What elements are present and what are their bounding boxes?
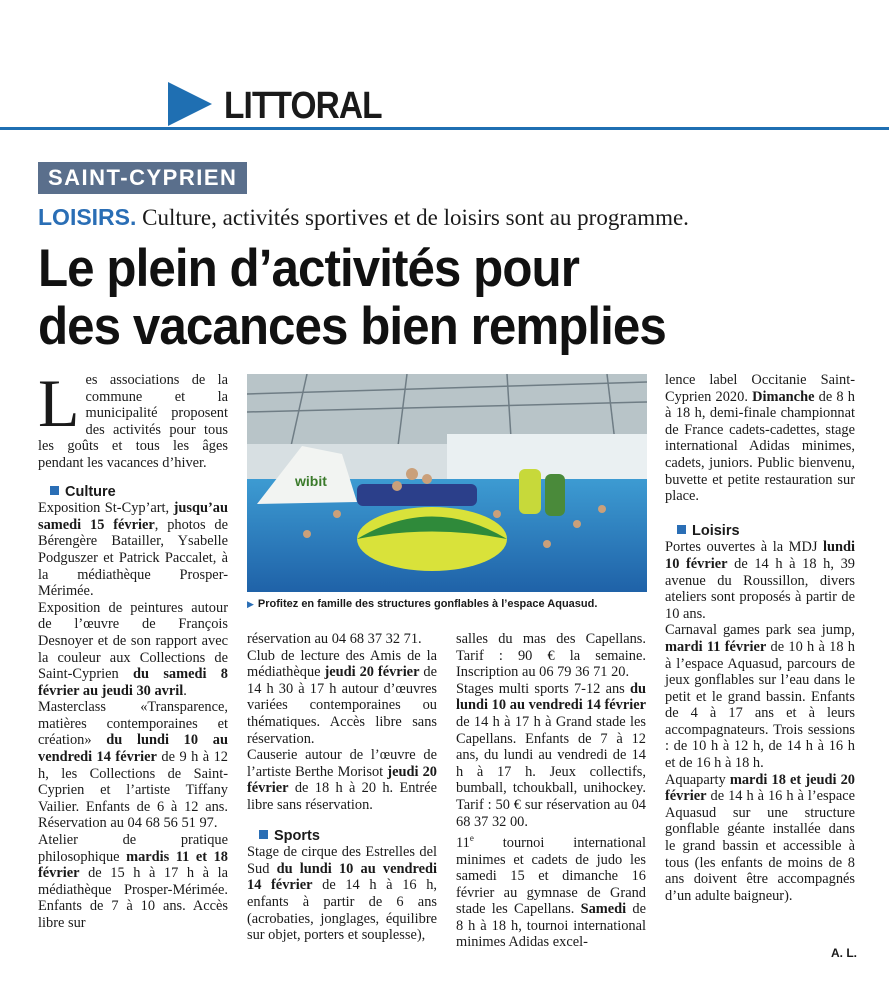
section-bullet-icon <box>677 525 686 534</box>
intro-text: es associations de la commune et la municipalité proposent des activités pour tous les goûts et tous les âges pendant les vacances d’hiver. <box>38 372 228 471</box>
column-1 <box>38 365 228 932</box>
caption-arrow-icon: ▶ <box>247 599 254 609</box>
kicker <box>38 202 689 233</box>
author-signature: A. L. <box>831 946 857 960</box>
section-loisirs-title <box>665 523 855 540</box>
culture-item-5: Club de lecture des Amis de la médiathèque jeudi 20 février de 14 h 30 à 17 h autour d’œuvres variées contemporaines ou thématiques. Accès libre sans réservation. <box>247 647 437 747</box>
culture-item-2: Exposition de peintures autour de l’œuvre de François Desnoyer et de son rapport avec la couleur aux Collections de Saint-Cyprien du samedi 8 février au jeudi 30 avril. <box>38 599 228 699</box>
column-2 <box>247 631 437 944</box>
loisirs-item-1: Portes ouvertes à la MDJ lundi 10 février de 14 h à 18 h, 39 avenue du Roussillon, divers ateliers sont proposés à partir de 10 ans. <box>665 539 855 622</box>
culture-item-4: Atelier de pratique philosophique mardis 11 et 18 février de 15 h à 17 h à la médiathèque Prosper-Mérimée. Enfants de 7 à 10 ans. Accès libre sur <box>38 832 228 931</box>
culture-item-4-cont: réservation au 04 68 37 32 71. <box>247 631 422 647</box>
loisirs-item-2: Carnaval games park sea jump, mardi 11 février de 10 h à 18 h à l’espace Aquasud, parcours de jeux gonflables sur l’eau dans le petit et le grand bassin. Enfants de 4 à 17 ans et à leurs accompagnateurs. Trois sessions : de 10 h à 12 h, de 14 h à 16 h et de 16 h à 18 h. <box>665 622 855 772</box>
section-culture-title <box>38 484 228 501</box>
section-label: Culture <box>65 483 116 500</box>
section-bullet-icon <box>50 486 59 495</box>
photo-caption <box>247 597 647 611</box>
kicker-text: Culture, activités sportives et de loisirs sont au programme. <box>142 205 689 230</box>
culture-item-3: Masterclass «Transparence, matières contemporaines et création» du lundi 10 au vendredi 14 février de 9 h à 12 h, les Collections de Saint-Cyprien et l’artiste Tiffany Vailier. Enfants de 6 à 12 ans. Réservation au 04 68 56 51 97. <box>38 699 228 832</box>
sports-item-2: Stages multi sports 7-12 ans du lundi 10 au vendredi 14 février de 14 h à 17 h à Grand stade les Capellans. Enfants de 7 à 12 ans, du lundi au vendredi de 14 h à 17 h. Jeux collectifs, bumball, tchoukball, unihockey. Tarif : 50 € sur réservation au 04 68 37 32 00. <box>456 680 646 830</box>
culture-item-1: Exposition St-Cyp’art, jusqu’au samedi 15 février, photos de Bérengère Batailler, Ysabelle Podguszer et Patrick Paccalet, à la médiathèque Prosper-Mérimée. <box>38 500 228 600</box>
headline-line-1: Le plein d’activités pour <box>38 239 579 298</box>
rubric-arrow-icon <box>168 82 212 126</box>
section-label: Loisirs <box>692 522 740 539</box>
sports-item-1-cont: salles du mas des Capellans. Tarif : 90 € la semaine. Inscription au 06 79 36 71 20. <box>456 631 646 681</box>
headline-line-2: des vacances bien remplies <box>38 297 666 356</box>
column-4 <box>665 372 855 904</box>
city-label: SAINT-CYPRIEN <box>38 162 247 194</box>
aquasud-photo-image <box>247 374 647 592</box>
culture-item-6: Causerie autour de l’œuvre de l’artiste Berthe Morisot jeudi 20 février de 18 h à 20 h. Entrée libre sans réservation. <box>247 747 437 813</box>
aquasud-photo <box>247 374 647 592</box>
section-sports-title <box>247 828 437 845</box>
sports-item-3-cont: lence label Occitanie Saint-Cyprien 2020. Dimanche de 8 h à 18 h, demi-finale championnat de France cadets-cadettes, stage international Adidas minimes, cadets, juniors. Public bienvenu, buvette et petite restauration sur place. <box>665 372 855 505</box>
rubric-title: LITTORAL <box>224 85 382 127</box>
sports-item-1: Stage de cirque des Estrelles del Sud du lundi 10 au vendredi 14 février de 14 h à 16 h, enfants à partir de 6 ans (acrobaties, jonglages, équilibre sur objet, porters et souplesse), <box>247 844 437 944</box>
intro-paragraph <box>38 365 228 472</box>
kicker-keyword: LOISIRS. <box>38 204 137 230</box>
caption-text: Profitez en famille des structures gonflables à l’espace Aquasud. <box>257 598 598 610</box>
column-3 <box>456 631 646 951</box>
wibit-logo: wibit <box>295 473 327 489</box>
sports-item-3: 11e tournoi international minimes et cadets de judo les samedi 15 et dimanche 16 février au gymnase de Grand stade les Capellans. Samedi de 8 h à 18 h, tournoi international minimes Adidas excel- <box>456 833 646 951</box>
section-bullet-icon <box>259 830 268 839</box>
rubric-divider <box>0 127 889 130</box>
loisirs-item-3: Aquaparty mardi 18 et jeudi 20 février de 14 h à 16 h à l’espace Aquasud sur une structure gonflable géante installée dans le grand bassin et accessible à tous (les enfants de moins de 8 ans doivent être accompagnés d’un adulte baigneur). <box>665 771 856 904</box>
headline <box>38 240 819 356</box>
dropcap: L <box>38 365 80 441</box>
section-label: Sports <box>274 827 320 844</box>
